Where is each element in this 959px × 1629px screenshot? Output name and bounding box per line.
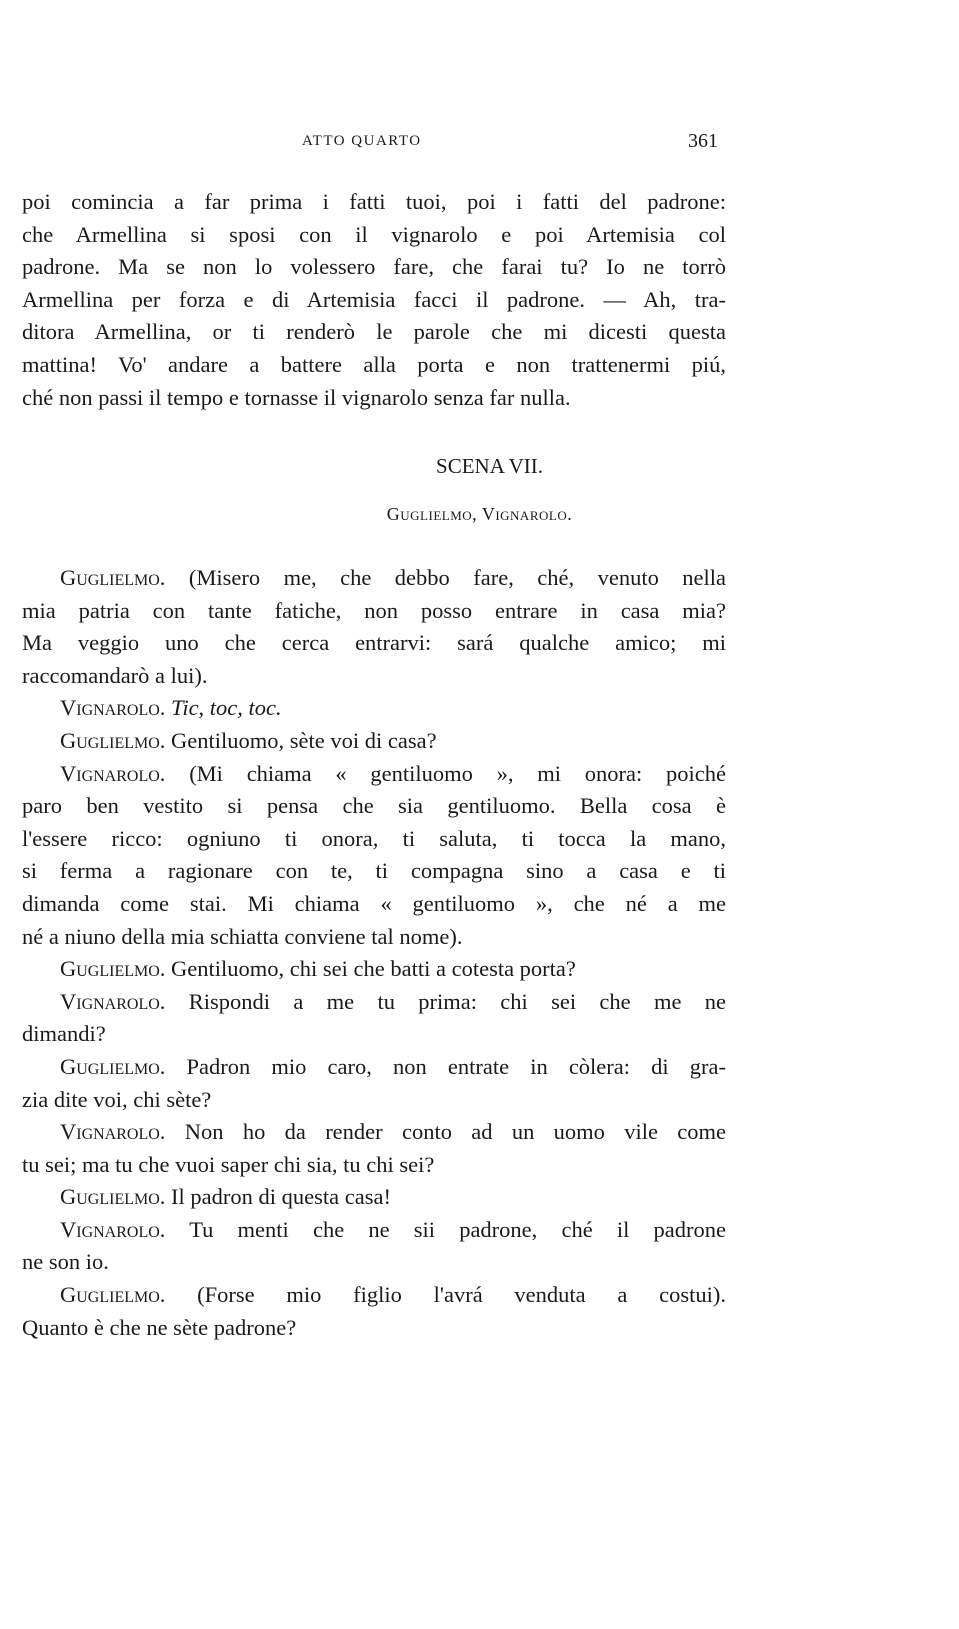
speech: [22, 725, 726, 758]
opening-paragraph: [22, 186, 726, 414]
speech: [22, 1051, 726, 1116]
speech: [22, 692, 726, 725]
text-line: [22, 692, 726, 725]
speech: [22, 953, 726, 986]
text-line: mattina! Vo' andare a battere alla porta e non trattenermi piú,: [22, 351, 726, 377]
speech-text: Padron mio caro, non entrate in còlera: di gra-: [186, 1053, 726, 1079]
text-line: padrone. Ma se non lo volessero fare, che farai tu? Io ne torrò: [22, 254, 726, 280]
text-line: dimanda come stai. Mi chiama « gentiluomo », che né a me: [22, 890, 726, 916]
text-line: [22, 1279, 726, 1312]
text-line: Quanto è che ne sète padrone?: [22, 1314, 297, 1340]
text-line: l'essere ricco: ogniuno ti onora, ti saluta, ti tocca la mano,: [22, 825, 726, 851]
speech: [22, 1214, 726, 1279]
speech-text: Tic, toc, toc.: [171, 695, 282, 721]
speech-text: Gentiluomo, chi sei che batti a cotesta porta?: [171, 956, 576, 982]
page-number: 361: [688, 130, 718, 152]
running-head-title: ATTO QUARTO: [302, 133, 422, 149]
speech-text: (Forse mio figlio l'avrá venduta a costui).: [197, 1282, 726, 1308]
text-line: che Armellina si sposi con il vignarolo e poi Artemisia col: [22, 221, 726, 247]
speech-text: Gentiluomo, sète voi di casa?: [171, 727, 437, 753]
text-line: [22, 758, 726, 791]
speech: [22, 986, 726, 1051]
speaker-name: Vignarolo.: [60, 988, 166, 1014]
text-line: dimandi?: [22, 1021, 106, 1047]
speech-text: Il padron di questa casa!: [171, 1184, 391, 1210]
text-line: tu sei; ma tu che vuoi saper chi sia, tu chi sei?: [22, 1151, 435, 1177]
text-line: raccomandarò a lui).: [22, 662, 208, 688]
scene-characters: Guglielmo, Vignarolo.: [386, 504, 573, 524]
speech: [22, 758, 726, 954]
text-line: ne son io.: [22, 1249, 109, 1275]
speech-text: Non ho da render conto ad un uomo vile come: [184, 1119, 727, 1145]
speaker-name: Guglielmo.: [60, 1053, 166, 1079]
text-line: si ferma a ragionare con te, ti compagna sino a casa e ti: [22, 858, 726, 884]
speech-text: Tu menti che ne sii padrone, ché il padrone: [189, 1216, 726, 1242]
text-line: Armellina per forza e di Artemisia facci il padrone. — Ah, tra-: [22, 286, 726, 312]
text-line: [22, 1116, 726, 1149]
text-line: zia dite voi, chi sète?: [22, 1086, 212, 1112]
dialogue: [22, 562, 726, 1344]
speech-text: Rispondi a me tu prima: chi sei che me ne: [188, 988, 727, 1014]
speaker-name: Guglielmo.: [60, 956, 166, 982]
speaker-name: Guglielmo.: [60, 1184, 166, 1210]
speaker-name: Vignarolo.: [60, 1119, 166, 1145]
text-line: [22, 562, 726, 595]
speaker-name: Vignarolo.: [60, 760, 166, 786]
text-line: mia patria con tante fatiche, non posso entrare in casa mia?: [22, 597, 726, 623]
speaker-name: Guglielmo.: [60, 727, 166, 753]
speech-text: (Mi chiama « gentiluomo », mi onora: poiché: [189, 760, 727, 786]
speech: [22, 1116, 726, 1181]
text-line: [22, 1214, 726, 1247]
text-line: poi comincia a far prima i fatti tuoi, poi i fatti del padrone:: [22, 189, 726, 214]
text-line: [22, 986, 726, 1019]
text-line: ché non passi il tempo e tornasse il vignarolo senza far nulla.: [22, 384, 571, 410]
speaker-name: Guglielmo.: [60, 565, 166, 590]
text-line: paro ben vestito si pensa che sia gentiluomo. Bella cosa è: [22, 793, 726, 819]
speaker-name: Vignarolo.: [60, 1216, 166, 1242]
text-line: [22, 725, 726, 758]
speaker-name: Vignarolo.: [60, 695, 166, 721]
speech: [22, 1181, 726, 1214]
text-line: ditora Armellina, or ti renderò le parole che mi dicesti questa: [22, 319, 726, 345]
text-line: [22, 1181, 726, 1214]
text-line: [22, 953, 726, 986]
speech-text: (Misero me, che debbo fare, ché, venuto nella: [188, 565, 726, 590]
text-line: [22, 1051, 726, 1084]
speaker-name: Guglielmo.: [60, 1282, 166, 1308]
speech: [22, 562, 726, 692]
scene-title: SCENA VII.: [436, 454, 543, 478]
text-line: Ma veggio uno che cerca entrarvi: sará qualche amico; mi: [22, 630, 726, 656]
speech: [22, 1279, 726, 1344]
text-line: né a niuno della mia schiatta conviene tal nome).: [22, 923, 463, 949]
